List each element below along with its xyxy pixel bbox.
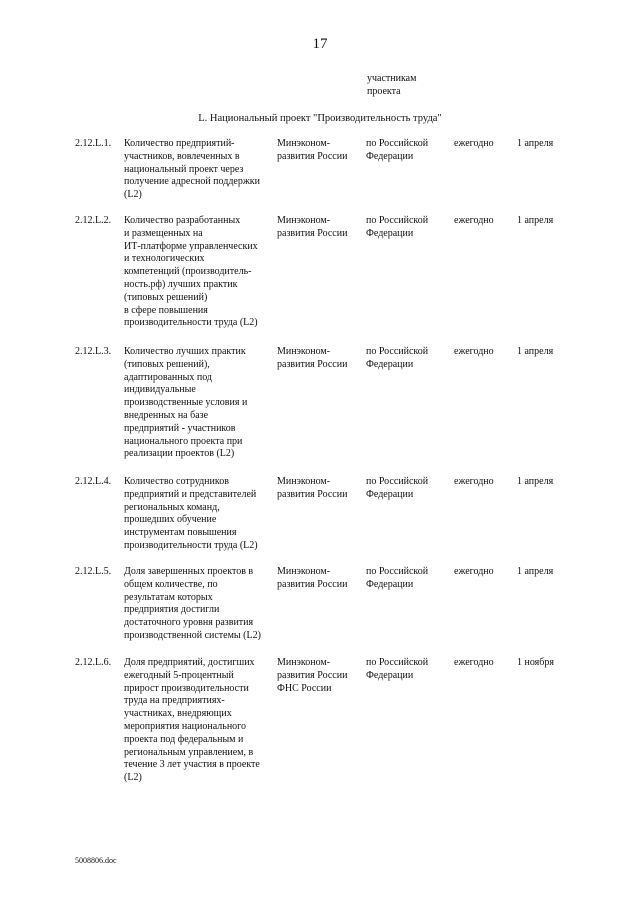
indicator-name-line: (типовых решений), [124,358,210,370]
indicator-name-line: производительности труда (L2) [124,539,258,551]
carryover-line: проекта [367,86,401,97]
indicator-name-line: и размещенных на [124,227,203,239]
indicator-name-line: и технологических [124,253,205,265]
aggregation-level-line: по Российской [366,476,429,487]
responsible-agency [277,657,363,695]
indicator-name-line: региональным управлением, в [124,746,254,758]
frequency: ежегодно [454,566,494,577]
submission-date: 1 апреля [517,215,554,226]
indicator-name-line: национальный проект через [124,163,244,175]
indicator-name-line: Доля предприятий, достигших [124,657,255,668]
indicator-name-line: индивидуальные [124,384,196,396]
indicator-name-line: (типовых решений) [124,291,208,303]
indicator-name-line: внедренных на базе [124,409,209,421]
indicator-name-line: региональных команд, [124,501,220,513]
indicator-number: 2.12.L.2. [75,215,112,226]
indicator-name-line: предприятий - участников [124,422,236,434]
aggregation-level-line: по Российской [366,657,429,668]
frequency: ежегодно [454,215,494,226]
carryover-text [367,72,416,98]
indicator-name [124,657,274,785]
indicator-name-line: Количество предприятий- [124,138,235,149]
responsible-agency [277,215,363,241]
aggregation-level [366,566,450,592]
aggregation-level-line: Федерации [366,150,414,162]
indicator-number: 2.12.L.3. [75,346,112,357]
indicator-name-line: национального проекта при [124,435,243,447]
responsible-agency [277,566,363,592]
responsible-agency-line: развития России [277,358,348,370]
responsible-agency-line: развития России [277,669,348,681]
indicator-name-line: участниках, внедряющих [124,708,232,720]
responsible-agency [277,346,363,372]
responsible-agency-line: Минэконом- [277,346,331,357]
indicator-name-line: проекта под федеральным и [124,733,244,745]
indicator-name-line: ность.рф) лучших практик [124,278,238,290]
indicator-number: 2.12.L.6. [75,657,112,668]
indicator-name [124,566,274,643]
indicator-number: 2.12.L.4. [75,476,112,487]
aggregation-level-line: Федерации [366,669,414,681]
indicator-name-line: предприятия достигли [124,604,220,616]
indicator-name-line: в сфере повышения [124,304,208,316]
aggregation-level-line: Федерации [366,358,414,370]
submission-date: 1 ноября [517,657,554,668]
indicator-name-line: производственные условия и [124,397,248,409]
frequency: ежегодно [454,346,494,357]
indicator-name [124,138,274,202]
indicator-name-line: получение адресной поддержки [124,176,260,188]
aggregation-level-line: Федерации [366,227,414,239]
indicator-name-line: адаптированных под [124,371,213,383]
aggregation-level-line: по Российской [366,215,429,226]
indicator-name-line: участников, вовлеченных в [124,150,240,162]
indicator-name-line: ИТ-платформе управленческих [124,240,258,252]
indicator-name-line: компетенций (производитель- [124,266,252,278]
indicator-name-line: Доля завершенных проектов в [124,566,254,577]
indicator-name-line: мероприятия национального [124,720,247,732]
indicator-name-line: (L2) [124,189,142,201]
submission-date: 1 апреля [517,566,554,577]
indicator-name-line: предприятий и представителей [124,488,257,500]
indicator-number: 2.12.L.5. [75,566,112,577]
responsible-agency-line: развития России [277,488,348,500]
indicator-name-line: труда на предприятиях- [124,695,225,707]
indicator-name-line: (L2) [124,772,142,784]
indicator-name-line: результатам которых [124,591,213,603]
aggregation-level-line: по Российской [366,138,429,149]
indicator-name-line: инструментам повышения [124,527,237,539]
responsible-agency [277,476,363,502]
indicator-name-line: производственной системы (L2) [124,629,261,641]
frequency: ежегодно [454,138,494,149]
aggregation-level-line: по Российской [366,566,429,577]
indicator-name-line: Количество лучших практик [124,346,246,357]
carryover-line: участникам [367,73,417,84]
aggregation-level [366,138,450,164]
indicator-name-line: Количество сотрудников [124,476,229,487]
aggregation-level [366,215,450,241]
responsible-agency [277,138,363,164]
indicator-name-line: прирост производительности [124,682,249,694]
indicator-name-line: производительности труда (L2) [124,317,258,329]
indicator-name-line: ежегодный 5-процентный [124,669,234,681]
indicator-number: 2.12.L.1. [75,138,112,149]
responsible-agency-line: Минэконом- [277,566,331,577]
aggregation-level [366,476,450,502]
frequency: ежегодно [454,657,494,668]
aggregation-level-line: по Российской [366,346,429,357]
responsible-agency-line: развития России [277,578,348,590]
indicator-name-line: достаточного уровня развития [124,617,254,629]
aggregation-level-line: Федерации [366,578,414,590]
responsible-agency-line: развития России [277,150,348,162]
indicator-name [124,346,274,461]
indicator-name-line: Количество разработанных [124,215,241,226]
responsible-agency-line: развития России [277,227,348,239]
indicator-name-line: течение 3 лет участия в проекте [124,759,260,771]
footer-filename: 5008806.doc [75,856,117,865]
page-number: 17 [312,36,328,52]
submission-date: 1 апреля [517,346,554,357]
responsible-agency-line: Минэконом- [277,138,331,149]
responsible-agency-line: Минэконом- [277,476,331,487]
submission-date: 1 апреля [517,138,554,149]
aggregation-level [366,657,450,683]
submission-date: 1 апреля [517,476,554,487]
indicator-name [124,476,274,553]
indicator-name-line: общем количестве, по [124,578,218,590]
responsible-agency-line: Минэконом- [277,215,331,226]
section-title: L. Национальный проект "Производительность труда" [198,113,442,124]
responsible-agency-line: Минэконом- [277,657,331,668]
indicator-name-line: реализации проектов (L2) [124,448,235,460]
responsible-agency-line: ФНС России [277,682,332,694]
indicator-name-line: прошедших обучение [124,514,217,526]
aggregation-level-line: Федерации [366,488,414,500]
frequency: ежегодно [454,476,494,487]
indicator-name [124,215,274,330]
aggregation-level [366,346,450,372]
